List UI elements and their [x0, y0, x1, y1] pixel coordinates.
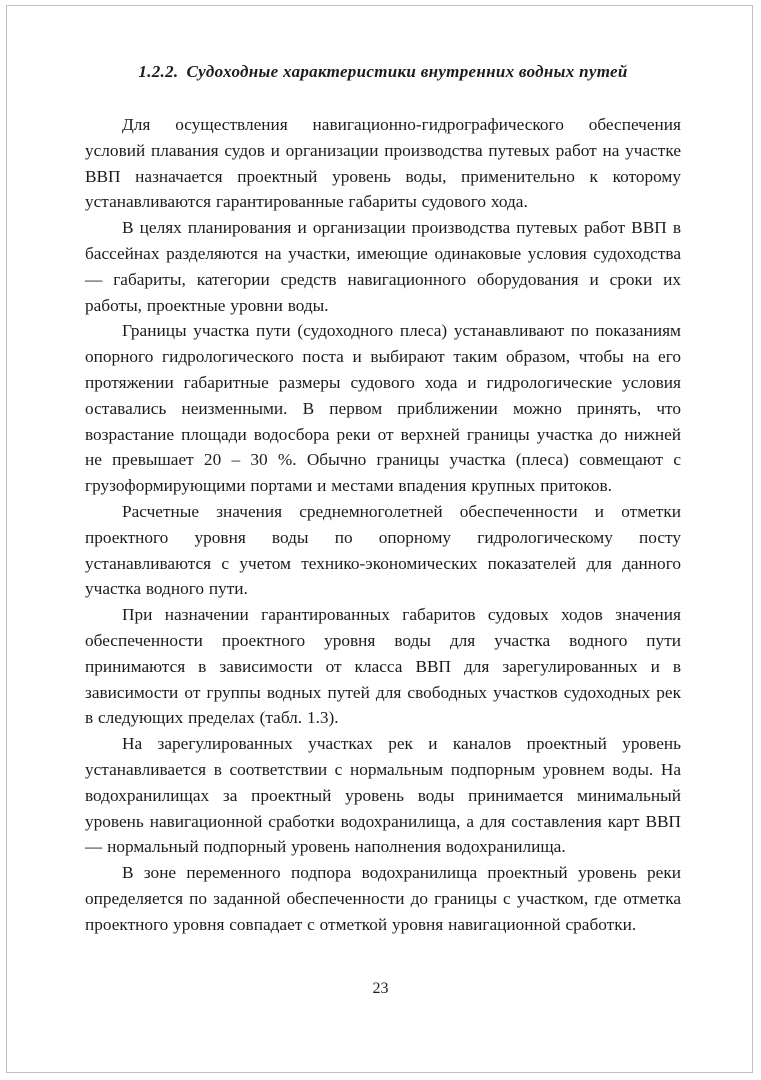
- section-heading-number: 1.2.2.: [138, 62, 179, 81]
- paragraph-3: Границы участка пути (судоходного плеса) устанавливают по показаниям опорного гидрологического поста и выбирают таким образом, чтобы на его протяжении габаритные размеры судового хода и гидрологические условия оставались неизменными. В первом приближении можно принять, что возрастание площади водосбора реки от верхней границы участка до нижней не превышает 20 – 30 %. Обычно границы участка (плеса) совмещают с грузоформирующими портами и местами впадения крупных притоков.: [85, 321, 681, 496]
- paragraph-7: В зоне переменного подпора водохранилища проектный уровень реки определяется по заданной обеспеченности до границы с участком, где отметка проектного уровня совпадает с отметкой уровня навигационной сработки.: [85, 863, 681, 934]
- paragraph-5: При назначении гарантированных габаритов судовых ходов значения обеспеченности проектного уровня воды для участка водного пути принимаются в зависимости от класса ВВП для зарегулированных и в зависимости от группы водных путей для свободных участков судоходных рек в следующих пределах (табл. 1.3).: [85, 605, 681, 728]
- paragraph-2: В целях планирования и организации производства путевых работ ВВП в бассейнах разделяются на участки, имеющие одинаковые условия судоходства — габариты, категории средств навигационного оборудования и сроки их работы, проектные уровни воды.: [85, 218, 681, 315]
- page-content: [85, 62, 681, 938]
- section-heading: [85, 62, 681, 82]
- paragraph-1: Для осуществления навигационно-гидрографического обеспечения условий плавания судов и организации производства путевых работ на участке ВВП назначается проектный уровень воды, применительно к которому устанавливаются гарантированные габариты судового хода.: [85, 115, 681, 212]
- section-heading-title: Судоходные характеристики внутренних водных путей: [186, 62, 628, 81]
- body-text: [85, 112, 681, 938]
- paragraph-6: На зарегулированных участках рек и каналов проектный уровень устанавливается в соответствии с нормальным подпорным уровнем воды. На водохранилищах за проектный уровень воды принимается минимальный уровень навигационной сработки водохранилища, а для составления карт ВВП — нормальный подпорный уровень наполнения водохранилища.: [85, 734, 681, 857]
- page-number: 23: [372, 980, 389, 997]
- paragraph-4: Расчетные значения среднемноголетней обеспеченности и отметки проектного уровня воды по опорному гидрологическому посту устанавливаются с учетом технико-экономических показателей для данного участка водного пути.: [85, 501, 681, 599]
